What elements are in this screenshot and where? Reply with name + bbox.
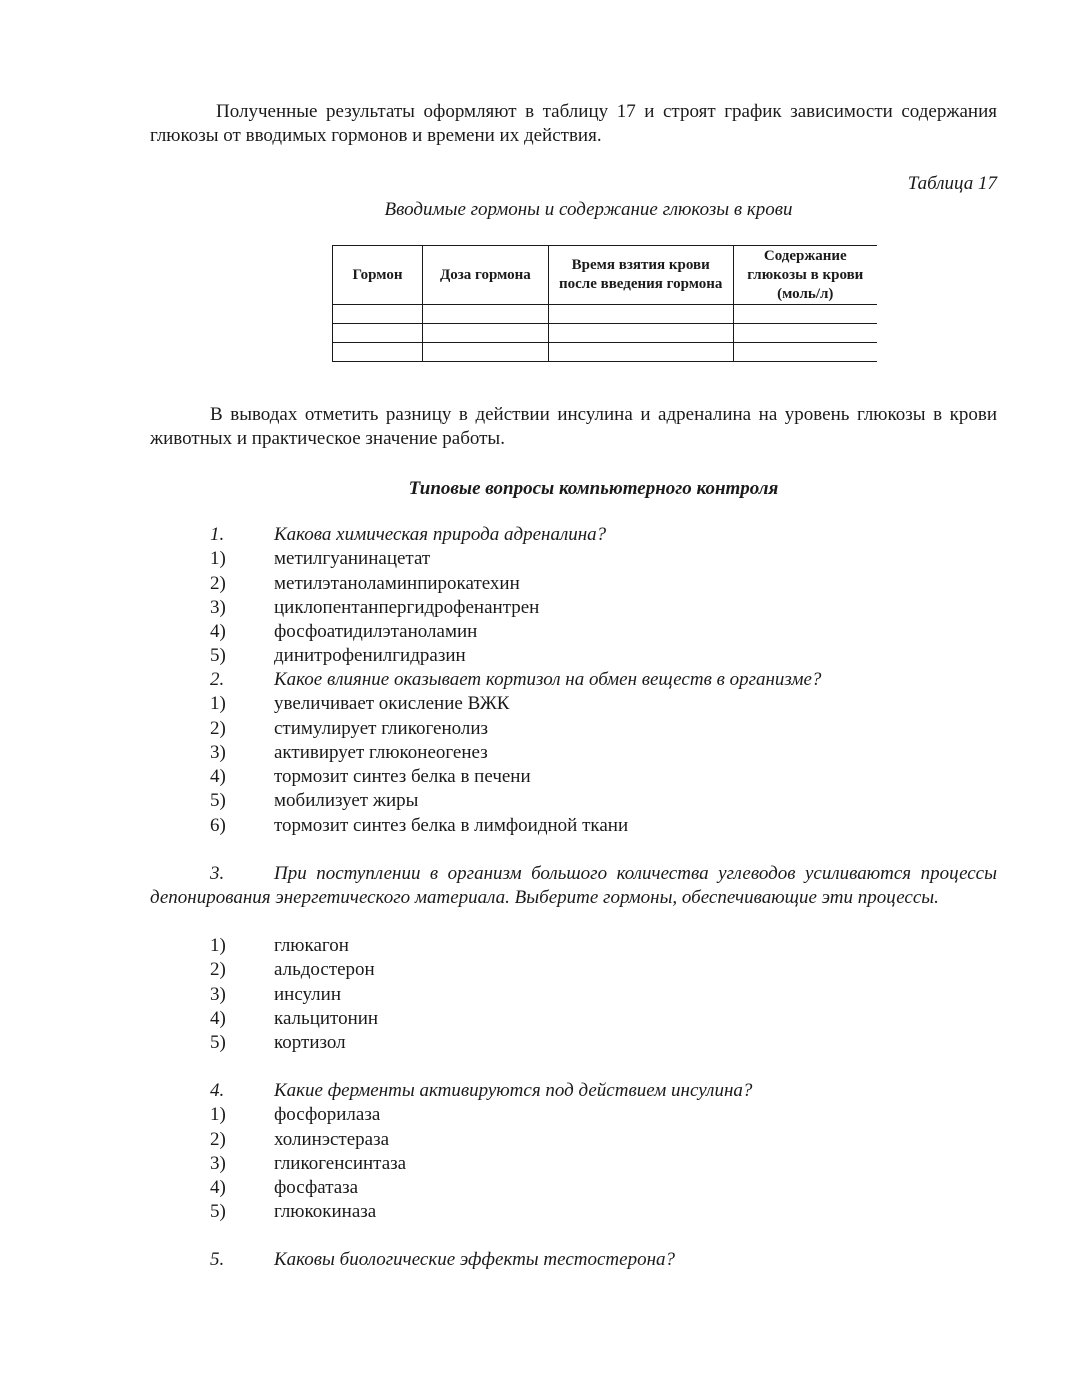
question-number: 4. [210,1080,225,1101]
results-table [332,245,877,362]
question-heading [150,523,997,547]
option-text: гликогенсинтаза [274,1152,407,1174]
option-number: 5) [210,645,226,667]
table-cell [333,324,423,343]
answer-option [150,596,997,620]
table-cell [733,305,877,324]
question-text: Каковы биологические эффекты тестостерона? [274,1249,675,1270]
answer-option [150,1103,997,1127]
option-text: тормозит синтез белка в лимфоидной ткани [274,814,629,836]
table-header-cell: Содержание глюкозы в крови (моль/л) [733,246,877,305]
table-header-cell: Время взятия крови после введения гормона [548,246,733,305]
question-3-options [150,934,997,1055]
table-cell [422,343,548,362]
answer-option [150,1031,997,1055]
table-cell [422,305,548,324]
question-text: Какова химическая природа адреналина? [274,524,607,545]
answer-option [150,983,997,1007]
table-row [333,343,878,362]
table-cell [333,343,423,362]
option-number: 6) [210,814,226,836]
answer-option [150,934,997,958]
question-heading [150,862,997,910]
option-number: 4) [210,621,226,643]
answer-option [150,1200,997,1224]
answer-option [150,644,997,668]
option-number: 2) [210,959,226,981]
question-block-1 [150,523,997,669]
option-number: 5) [210,1201,226,1223]
answer-option [150,958,997,982]
option-text: тормозит синтез белка в печени [274,766,531,788]
table-cell [422,324,548,343]
option-number: 1) [210,693,226,715]
section-title: Типовые вопросы компьютерного контроля [408,478,779,499]
option-number: 5) [210,1032,226,1054]
option-text: альдостерон [274,959,375,981]
option-text: активирует глюконеогенез [274,741,488,763]
option-text: глюкокиназа [274,1201,377,1223]
option-number: 4) [210,1177,226,1199]
table-cell [733,343,877,362]
option-text: метилгуанинацетат [274,548,431,570]
table-cell [548,343,733,362]
question-number: 1. [210,524,225,545]
question-block-5 [150,1248,997,1272]
option-number: 3) [210,596,226,618]
option-text: увеличивает окисление ВЖК [274,693,510,715]
option-text: динитрофенилгидразин [274,645,466,667]
question-heading [150,1248,997,1272]
option-number: 5) [210,790,226,812]
option-text: кальцитонин [274,1007,379,1029]
table-number-label: Таблица 17 [907,173,997,194]
option-text: мобилизует жиры [274,790,419,812]
answer-option [150,765,997,789]
option-text: стимулирует гликогенолиз [274,717,489,739]
option-text: холинэстераза [274,1128,390,1150]
option-text: метилэтаноламинпирокатехин [274,572,520,594]
answer-option [150,572,997,596]
table-header-cell: Доза гормона [422,246,548,305]
table-header-cell: Гормон [333,246,423,305]
question-text: Какое влияние оказывает кортизол на обмен веществ в организме? [274,669,822,690]
option-number: 2) [210,717,226,739]
question-heading [150,1079,997,1103]
question-number: 5. [210,1249,225,1270]
question-text: Какие ферменты активируются под действием инсулина? [274,1080,753,1101]
option-number: 1) [210,1104,226,1126]
option-number: 3) [210,1152,226,1174]
option-number: 1) [210,935,226,956]
option-text: инсулин [274,983,342,1005]
answer-option [150,620,997,644]
question-text: При поступлении в организм большого количества углеводов усиливаются процессы депонирования энергетического материала. Выберите гормоны, обеспечивающие эти процессы. [150,863,997,908]
answer-option [150,789,997,813]
table-title: Вводимые гормоны и содержание глюкозы в крови [384,199,793,220]
intro-paragraph: Полученные результаты оформляют в таблицу 17 и строят график зависимости содержания глюкозы от вводимых гормонов и времени их действия. [150,101,997,146]
option-number: 2) [210,572,226,594]
table-cell [333,305,423,324]
answer-option [150,717,997,741]
question-block-4 [150,1079,997,1225]
option-number: 4) [210,766,226,788]
question-block-2 [150,668,997,838]
answer-option [150,547,997,571]
option-text: кортизол [274,1032,346,1054]
option-number: 3) [210,741,226,763]
table-row [333,305,878,324]
answer-option [150,1176,997,1200]
option-text: фосфорилаза [274,1104,381,1126]
answer-option [150,1128,997,1152]
option-number: 1) [210,548,226,570]
table-cell [548,305,733,324]
question-block-3 [150,862,997,910]
question-number: 2. [210,669,225,690]
table-row [333,324,878,343]
option-text: фосфоатидилэтаноламин [274,621,478,643]
answer-option [150,692,997,716]
question-heading [150,668,997,692]
answer-option [150,814,997,838]
table-cell [548,324,733,343]
table-header-row [333,246,878,305]
option-text: глюкагон [274,935,349,956]
option-text: циклопентанпергидрофенантрен [274,596,540,618]
option-number: 2) [210,1128,226,1150]
option-number: 3) [210,983,226,1005]
question-number: 3. [210,863,225,884]
option-number: 4) [210,1007,226,1029]
option-text: фосфатаза [274,1177,359,1199]
answer-option [150,1152,997,1176]
answer-option [150,741,997,765]
table-cell [733,324,877,343]
answer-option [150,1007,997,1031]
conclusion-paragraph: В выводах отметить разницу в действии инсулина и адреналина на уровень глюкозы в крови животных и практическое значение работы. [150,404,997,449]
